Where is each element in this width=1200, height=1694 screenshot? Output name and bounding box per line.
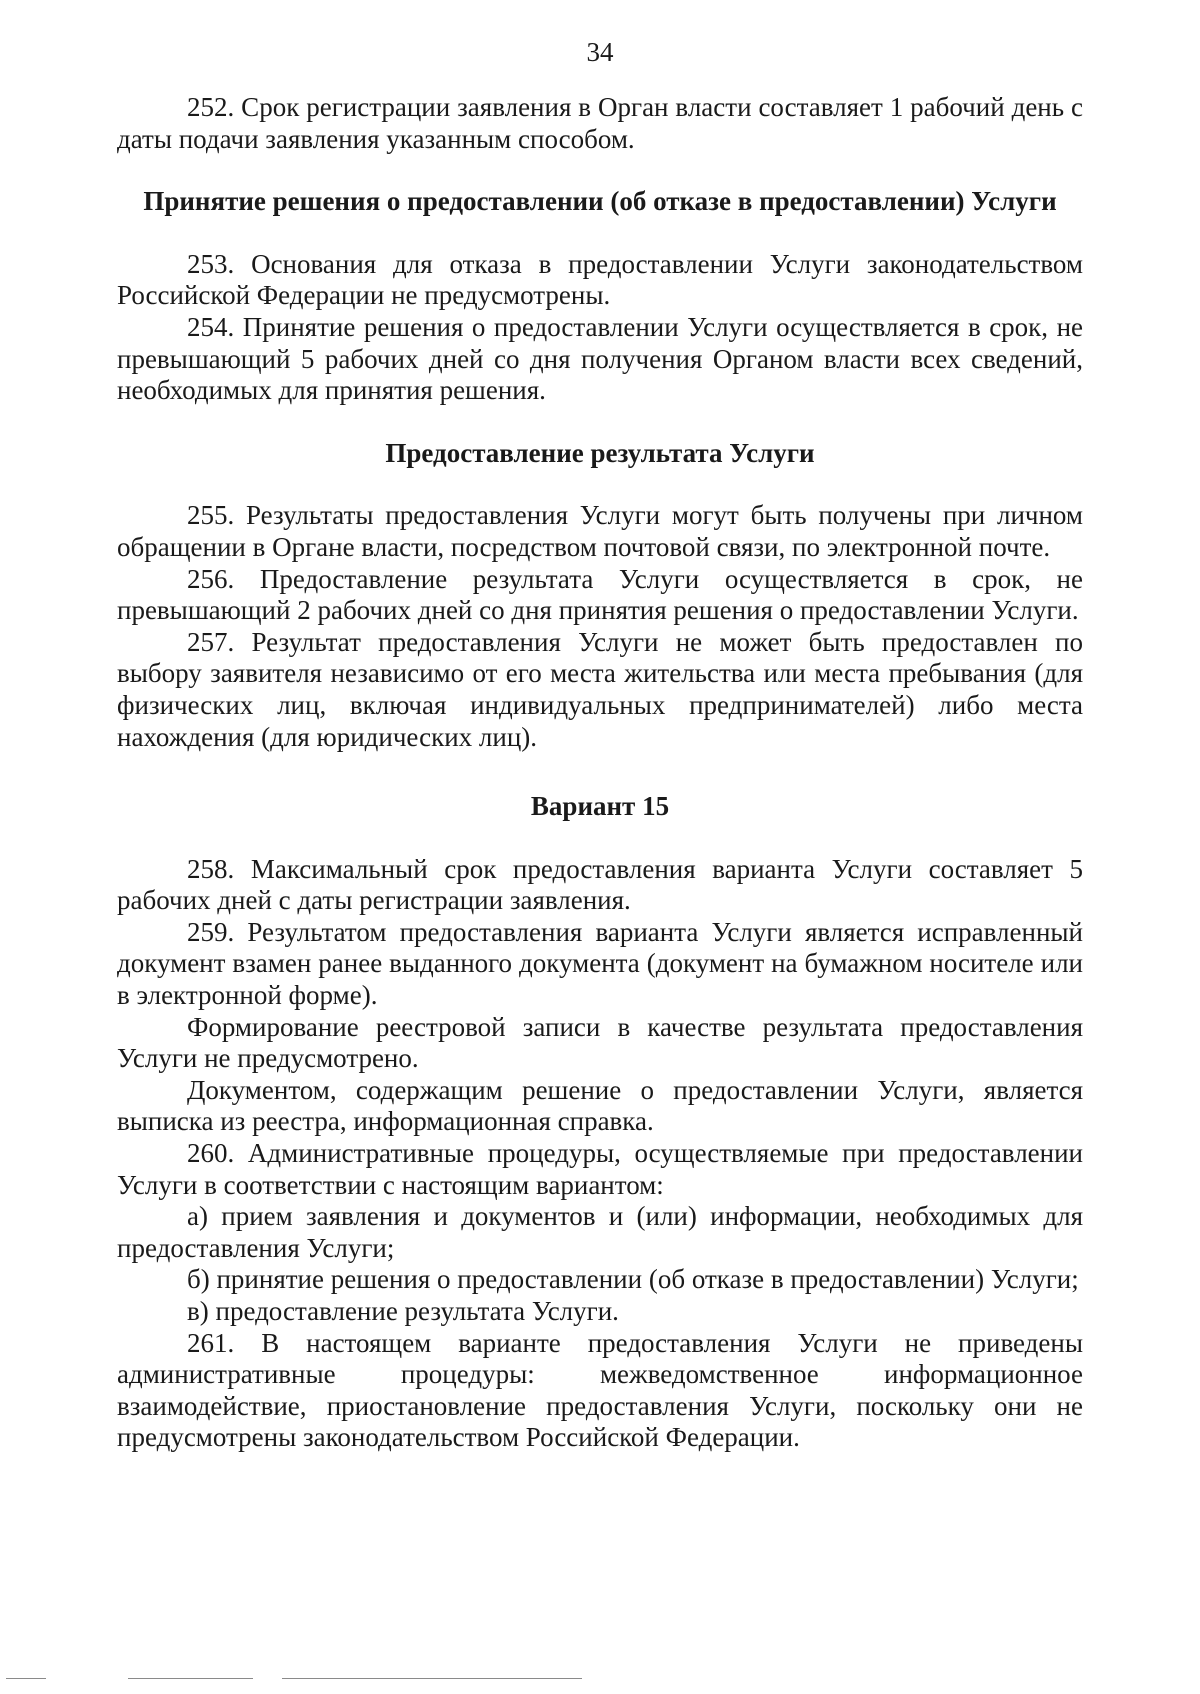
footer-rule-left: [6, 1678, 46, 1679]
heading-decision: Принятие решения о предоставлении (об отказе в предоставлении) Услуги: [143, 186, 1057, 217]
list-item-v: в) предоставление результата Услуги.: [187, 1296, 619, 1326]
footer-rule-right: [282, 1678, 582, 1679]
paragraph-253: 253. Основания для отказа в предоставлении Услуги законодательством Российской Федерации не предусмотрены.: [117, 248, 1083, 311]
paragraph-254: 254. Принятие решения о предоставлении Услуги осуществляется в срок, не превышающий 5 рабочих дней со дня получения Органом власти всех сведений, необходимых для принятия решения.: [117, 311, 1083, 406]
document-body: [117, 92, 1083, 1454]
paragraph-255: 255. Результаты предоставления Услуги могут быть получены при личном обращении в Органе власти, посредством почтовой связи, по электронной почте.: [117, 500, 1083, 562]
paragraph-decision-document: Документом, содержащим решение о предоставлении Услуги, является выписка из реестра, информационная справка.: [117, 1074, 1083, 1137]
paragraph-257: 257. Результат предоставления Услуги не может быть предоставлен по выбору заявителя независимо от его места жительства или места пребывания (для физических лиц, включая индивидуальных предпринимателей) либо места нахождения (для юридических лиц).: [117, 626, 1083, 752]
page-number: 34: [586, 37, 614, 67]
footer-rules: [0, 1676, 1200, 1682]
heading-result: Предоставление результата Услуги: [385, 437, 815, 468]
paragraph-252: 252. Срок регистрации заявления в Орган власти составляет 1 рабочий день с даты подачи заявления указанным способом.: [117, 92, 1083, 154]
heading-variant-15: Вариант 15: [530, 791, 670, 822]
paragraph-256: 256. Предоставление результата Услуги осуществляется в срок, не превышающий 2 рабочих дней со дня принятия решения о предоставлении Услуги.: [117, 563, 1083, 626]
paragraph-registry-record: Формирование реестровой записи в качестве результата предоставления Услуги не предусмотрено.: [117, 1011, 1083, 1074]
paragraph-260: 260. Административные процедуры, осуществляемые при предоставлении Услуги в соответствии с настоящим вариантом:: [117, 1138, 1083, 1200]
list-item-a: а) прием заявления и документов и (или) информации, необходимых для предоставления Услуги;: [117, 1201, 1083, 1263]
paragraph-261: 261. В настоящем варианте предоставления Услуги не приведены административные процедуры: межведомственное информационное взаимодействие, приостановление предоставления Услуги, поскольку они не предусмотрены законодательством Российской Федерации.: [117, 1327, 1083, 1453]
footer-rule-middle: [128, 1678, 253, 1679]
list-item-b: б) принятие решения о предоставлении (об отказе в предоставлении) Услуги;: [187, 1264, 1079, 1295]
paragraph-259: 259. Результатом предоставления варианта Услуги является исправленный документ взамен ранее выданного документа (документ на бумажном носителе или в электронной форме).: [117, 916, 1083, 1011]
paragraph-258: 258. Максимальный срок предоставления варианта Услуги составляет 5 рабочих дней с даты регистрации заявления.: [117, 853, 1083, 916]
